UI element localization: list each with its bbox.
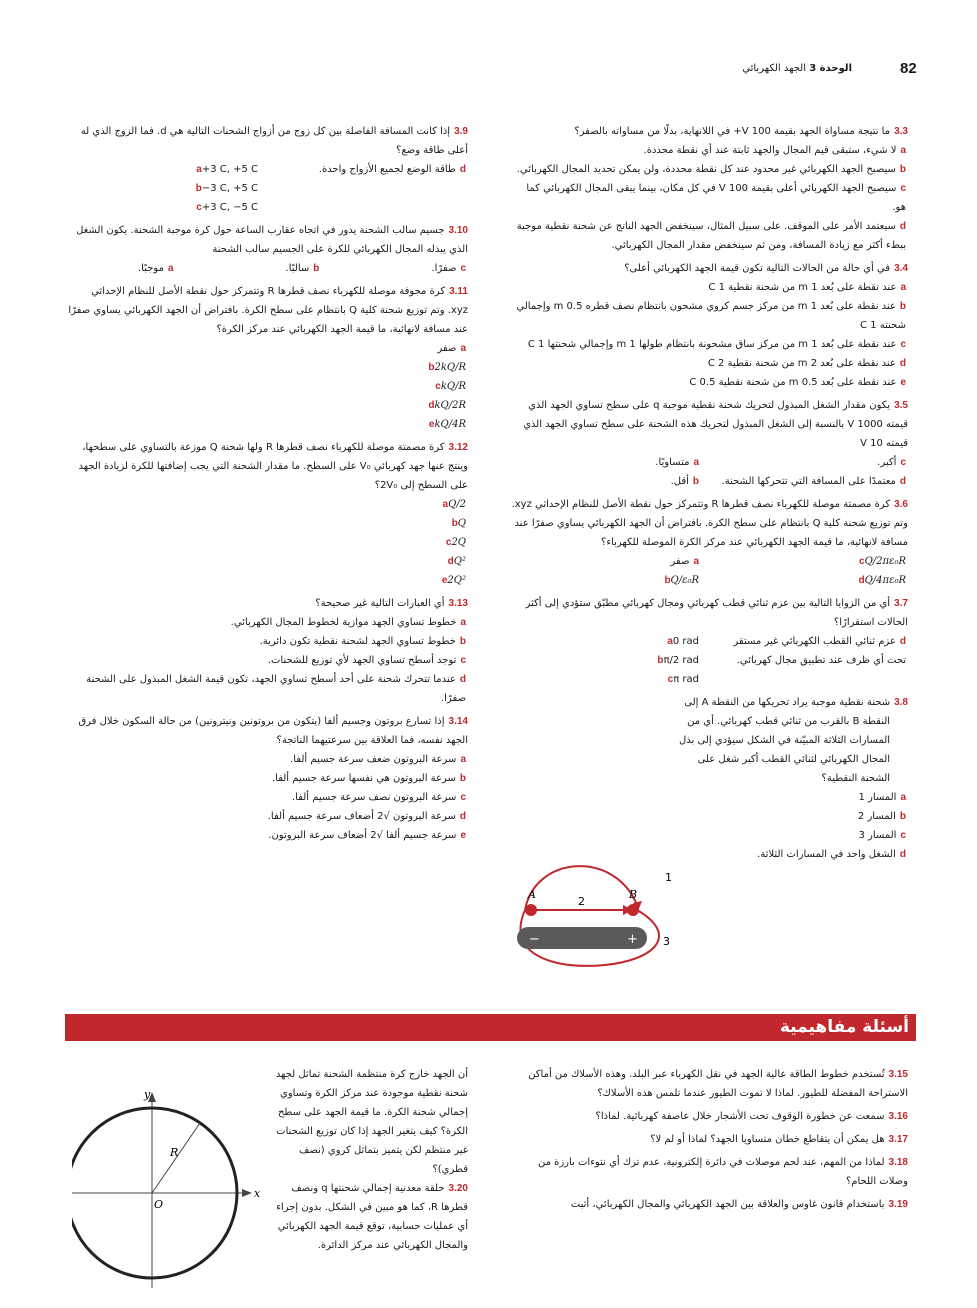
label-o: O [154, 1198, 164, 1211]
option-text: سرعة البروتون نصف سرعة جسيم ألفا. [291, 792, 457, 803]
option-text: kQ/4R [434, 419, 466, 430]
option-text: kQ/R [440, 381, 466, 392]
conceptual-right-column [510, 1065, 908, 1218]
left-column [68, 122, 468, 849]
option-text: متساويًا. [655, 457, 690, 468]
option-letter: a [900, 792, 906, 803]
question-3-20 [268, 1179, 468, 1255]
option-text: سرعة البروتون هي نفسها سرعة جسيم ألفا. [271, 773, 456, 784]
charged-ring-figure [72, 1088, 262, 1298]
question-3-3 [510, 122, 908, 255]
option-letter: c [460, 655, 466, 666]
option-text: Q/4πε₀R [864, 575, 906, 586]
question-3-16 [510, 1107, 908, 1126]
option-text: 2Q [451, 537, 466, 548]
question-number: 3.4 [894, 263, 908, 274]
question-text: سمعت عن خطورة الوقوف تحت الأشجار خلال عاصفة كهربائية. لماذا؟ [595, 1111, 885, 1122]
question-number: 3.7 [894, 598, 908, 609]
option-letter: d [899, 849, 906, 860]
option-letter: a [196, 164, 202, 175]
option-letter: a [460, 343, 466, 354]
option-text: خطوط تساوي الجهد موازية لخطوط المجال الكهربائي. [230, 617, 457, 628]
option-text: سرعة البروتون ضعف سرعة جسيم ألفا. [290, 754, 457, 765]
option-text: +3 C, +5 C [201, 164, 258, 175]
option-letter: e [460, 830, 466, 841]
option-letter: c [900, 183, 906, 194]
question-number: 3.10 [448, 225, 468, 236]
question-number: 3.16 [888, 1111, 908, 1122]
option-text: سالبًا. [285, 263, 310, 274]
option-letter: b [657, 655, 664, 666]
label-path-3: 3 [663, 935, 670, 948]
option-text: Q/2πε₀R [864, 556, 906, 567]
option-letter: b [195, 183, 202, 194]
option-text: المسار 1 [858, 792, 897, 803]
label-x: x [254, 1187, 261, 1200]
question-3-5 [510, 396, 908, 491]
option-letter: c [667, 674, 674, 685]
question-3-15 [510, 1065, 908, 1103]
question-text: حلقة معدنية إجمالي شحنتها q ونصف قطرها R، كما هو مبين في الشكل. بدون إجراء أي عمليات حسابية، توقع قيمة الجهد الكهربائي والمجال الكهربائي عند مركز الدائرة. [276, 1183, 468, 1251]
question-number: 3.9 [454, 126, 468, 137]
option-text: معتمدًا على المسافة التي تتحركها الشحنة. [721, 476, 896, 487]
option-text: سيعتمد الأمر على الموقف. على سبيل المثال، سينخفض الجهد الناتج عن شحنة نقطية موجبة ببطء أكثر مع زيادة المسافة، ومن ثم سينخفض مقدار المجال الكهربائي. [516, 221, 906, 251]
option-text: لا شيء، ستبقى قيم المجال والجهد ثابتة عند أي نقطة محددة. [643, 145, 897, 156]
option-letter: b [459, 636, 466, 647]
option-text: عندما تتحرك شحنة على أحد أسطح تساوي الجهد، تكون قيمة الشغل المبذول على الشحنة صفرًا. [86, 674, 466, 704]
question-text: باستخدام قانون غاوس والعلاقة بين الجهد الكهربائي والمجال الكهربائي، أثبت [570, 1199, 885, 1210]
question-number: 3.5 [894, 400, 908, 411]
option-text: 0 rad [672, 636, 700, 647]
label-y: y [144, 1088, 151, 1101]
label-a: A [528, 888, 536, 901]
minus-sign: − [529, 932, 540, 947]
question-3-6 [510, 495, 908, 590]
plus-sign: + [627, 932, 638, 947]
question-number: 3.14 [448, 716, 468, 727]
option-text: −3 C, +5 C [201, 183, 258, 194]
option-letter: d [899, 221, 906, 232]
question-text: ما نتيجة مساواة الجهد بقيمة 100 V+ في اللانهاية، بدلًا من مساواته بالصفر؟ [574, 126, 891, 137]
question-number: 3.11 [449, 286, 468, 297]
option-text: Q/ε₀R [670, 575, 700, 586]
point-a [525, 904, 537, 916]
question-3-11 [68, 282, 468, 434]
option-text: 2Q² [447, 575, 466, 586]
question-number: 3.6 [894, 499, 908, 510]
option-letter: a [167, 263, 174, 274]
question-text: تُستخدم خطوط الطاقة عالية الجهد في نقل الكهرباء عبر البلد. وهذه الأسلاك من أماكن الاستراحة المفضلة للطيور. لماذا لا تموت الطيور عندما تلمس هذه الأسلاك؟ [528, 1069, 908, 1099]
point-b [627, 904, 639, 916]
option-text: صفر [670, 556, 690, 567]
question-text: إذا تسارع بروتون وجسيم ألفا (يتكون من بروتونين ونيترونين) من حالة السكون خلال فرق الجهد نفسه، فما العلاقة بين سرعتيهما الناتجة؟ [78, 716, 468, 746]
option-text: Q [457, 518, 466, 529]
question-3-4 [510, 259, 908, 392]
option-text: Q² [453, 556, 466, 567]
option-text: سرعة جسيم ألفا √2 أضعاف سرعة البروتون. [268, 830, 457, 841]
option-text: سرعة البروتون √2 أضعاف سرعة جسيم ألفا. [267, 811, 456, 822]
option-letter: d [858, 575, 865, 586]
option-letter: e [441, 575, 448, 586]
unit-title: الجهد الكهربائي [742, 63, 807, 74]
option-letter: b [899, 811, 906, 822]
question-number: 3.17 [888, 1134, 908, 1145]
option-letter: a [667, 636, 673, 647]
option-text: المسار 2 [857, 811, 896, 822]
question-text: لماذا من المهم، عند لحم موصلات في دائرة إلكترونية، عدم ترك أي نتوءات بارزة من وصلات اللحام؟ [537, 1157, 908, 1187]
option-letter: c [900, 339, 906, 350]
option-letter: a [460, 617, 466, 628]
question-number: 3.18 [888, 1157, 908, 1168]
option-letter: d [459, 674, 466, 685]
question-3-7 [510, 594, 908, 689]
option-letter: d [459, 164, 466, 175]
option-text: عند نقطة على بُعد 1 m من مركز جسم كروي مشحون بانتظام نصف قطره 0.5 m وإجمالي شحنته 1 C [516, 301, 906, 331]
question-3-17 [510, 1130, 908, 1149]
label-path-1: 1 [665, 871, 672, 884]
option-letter: b [451, 518, 458, 529]
question-3-18 [510, 1153, 908, 1191]
option-letter: a [900, 282, 906, 293]
option-letter: a [693, 556, 700, 567]
option-letter: c [435, 381, 441, 392]
x-axis-arrow-icon [242, 1189, 252, 1197]
question-3-9 [68, 122, 468, 217]
option-text: عزم ثنائي القطب الكهربائي غير مستقر تحت أي ظرف عند تطبيق مجال كهربائي. [733, 636, 906, 666]
option-letter: e [428, 419, 435, 430]
label-path-2: 2 [578, 895, 585, 908]
question-text: أي من الزوايا التالية بين عزم ثنائي قطب كهربائي ومجال كهربائي مطبّق ستؤدي إلى أكثر الحالات استقرارًا؟ [525, 598, 908, 628]
option-letter: a [460, 754, 466, 765]
question-3-19-continued: أن الجهد خارج كرة منتظمة الشحنة تماثل لجهد شحنة نقطية موجودة عند مركز الكرة وتساوي إجمالي شحنة الكرة. ما قيمة الجهد على سطح الكرة؟ كيف يتغير الجهد إذا كان توزيع الشحنات غير منتظم لكن يتميز بتماثل كروي (نصف قطري)؟ [275, 1069, 468, 1175]
option-text: الشغل واحد في المسارات الثلاثة. [757, 849, 896, 860]
option-text: kQ/2R [434, 400, 466, 411]
option-letter: b [899, 164, 906, 175]
option-letter: d [447, 556, 454, 567]
option-letter: d [899, 476, 906, 487]
question-number: 3.3 [894, 126, 908, 137]
question-text: أي العبارات التالية غير صحيحة؟ [315, 598, 445, 609]
option-text: سيصبح الجهد الكهربائي غير محدود عند كل نقطة محددة، ولن يمكن تحديد المجال الكهربائي. [516, 164, 896, 175]
option-letter: e [900, 377, 906, 388]
option-text: عند نقطة على بُعد 1 m من شحنة نقطية 1 C [708, 282, 897, 293]
option-letter: d [428, 400, 435, 411]
option-letter: b [899, 301, 906, 312]
question-text: كرة مصمتة موصلة للكهرباء نصف قطرها R ولها شحنة Q موزعة بالتساوي على سطحها، وينتج عنها جهد كهربائي V₀ على السطح. ما مقدار الشحنة التي يجب إضافتها للكرة لزيادة الجهد على السطح إلى 2V₀؟ [78, 442, 468, 491]
option-letter: c [859, 556, 865, 567]
option-text: عند نقطة على بُعد 1 m من مركز ساق مشحونة بانتظام طولها 1 m وإجمالي شحنتها 1 C [527, 339, 897, 350]
option-letter: a [900, 145, 906, 156]
option-letter: b [313, 263, 320, 274]
option-letter: c [900, 830, 906, 841]
option-text: عند نقطة على بُعد 2 m من شحنة نقطية 2 C [707, 358, 896, 369]
option-text: موجبًا. [138, 263, 164, 274]
label-b: B [629, 888, 638, 901]
option-text: Q/2 [448, 499, 466, 510]
question-text: إذا كانت المسافة الفاصلة بين كل زوج من أزواج الشحنات التالية هي d. فما الزوج الذي له أعلى طاقة وضع؟ [80, 126, 468, 156]
option-letter: d [459, 811, 466, 822]
option-letter: b [459, 773, 466, 784]
right-column [510, 122, 908, 868]
unit-label: الوحدة 3 [809, 63, 852, 74]
option-letter: c [460, 792, 466, 803]
option-text: صفر [437, 343, 457, 354]
question-number: 3.8 [894, 697, 908, 708]
question-number: 3.13 [448, 598, 468, 609]
question-text: هل يمكن أن يتقاطع خطان متساويا الجهد؟ لماذا أو لم لا؟ [650, 1134, 885, 1145]
dipole-paths-figure [495, 845, 680, 970]
option-letter: c [460, 263, 466, 274]
question-3-8 [510, 693, 908, 864]
option-text: عند نقطة على بُعد 0.5 m من شحنة نقطية 0.5 C [689, 377, 897, 388]
question-number: 3.20 [448, 1183, 468, 1194]
option-letter: c [900, 457, 906, 468]
question-3-12 [68, 438, 468, 590]
option-letter: b [428, 362, 435, 373]
option-text: صفرًا. [431, 263, 457, 274]
option-text: المسار 3 [858, 830, 897, 841]
option-letter: b [692, 476, 700, 487]
option-text: خطوط تساوي الجهد لشحنة نقطية تكون دائرية. [259, 636, 456, 647]
option-letter: d [899, 358, 906, 369]
option-letter: d [899, 636, 906, 647]
option-letter: c [445, 537, 452, 548]
question-text: يكون مقدار الشغل المبذول لتحريك شحنة نقطية موجبة q على سطح تساوي الجهد الذي قيمته 1000 V بالنسبة إلى الشغل المبذول لتحريك هذه الشحنة على سطح تساوي الجهد الذي قيمته 10 V [523, 400, 908, 449]
option-text: π rad [673, 674, 700, 685]
question-text: كرة مجوفة موصلة للكهرباء نصف قطرها R وتتمركز حول نقطة الأصل للنظام الإحداثي xyz. وتم توزيع شحنة كلية Q بانتظام على سطح الكرة. بافتراض أن الجهد الكهربائي يساوي صفرًا عند مسافة لانهائية، ما قيمة الجهد الكهربائي عند مركز الكرة؟ [68, 286, 468, 335]
option-text: توجد أسطح تساوي الجهد لأي توزيع للشحنات. [267, 655, 457, 666]
option-text: +3 C, −5 C [201, 202, 258, 213]
question-text: كرة مصمتة موصلة للكهرباء نصف قطرها R وتتمركز حول نقطة الأصل للنظام الإحداثي xyz. وتم توزيع شحنة كلية Q بانتظام على سطح الكرة. بافتراض أن الجهد الكهربائي يساوي صفرًا عند مسافة لانهائية، ما قيمة الجهد الكهربائي عند مركز الكرة الموصلة للكهرباء؟ [511, 499, 908, 548]
running-header [742, 63, 852, 74]
option-text: طاقة الوضع لجميع الأزواج واحدة. [318, 164, 456, 175]
option-letter: a [442, 499, 449, 510]
option-text: π/2 rad [663, 655, 700, 666]
question-text: في أي حالة من الحالات التالية تكون قيمة الجهد الكهربائي أعلى؟ [624, 263, 891, 274]
option-text: أكبر. [877, 457, 897, 468]
question-text: شحنة نقطية موجبة يراد تحريكها من النقطة A إلى النقطة B بالقرب من ثنائي قطب كهربائي. أي من المسارات الثلاثة المبيّنة في الشكل سيؤدي إلى بذل المجال الكهربائي لثنائي القطب أكبر شغل على الشحنة النقطية؟ [679, 697, 891, 784]
option-letter: c [196, 202, 202, 213]
question-3-13 [68, 594, 468, 708]
page-number: 82 [900, 60, 917, 77]
question-text: جسيم سالب الشحنة يدور في اتجاه عقارب الساعة حول كرة موجبة الشحنة. يكون الشغل الذي يبذله المجال الكهربائي للكرة على الجسيم سالب الشحنة [76, 225, 468, 255]
option-letter: a [693, 457, 700, 468]
label-r: R [170, 1146, 179, 1159]
option-letter: b [664, 575, 671, 586]
question-number: 3.12 [448, 442, 468, 453]
question-number: 3.15 [888, 1069, 908, 1080]
question-3-10 [68, 221, 468, 278]
option-text: أقل. [670, 476, 689, 487]
option-text: 2kQ/R [434, 362, 466, 373]
question-3-14 [68, 712, 468, 845]
question-number: 3.19 [888, 1199, 908, 1210]
section-title: أسئلة مفاهيمية [779, 1017, 909, 1037]
question-3-19 [510, 1195, 908, 1214]
option-text: سيصبح الجهد الكهربائي أعلى بقيمة 100 V في كل مكان، بينما يبقى المجال الكهربائي كما هو. [526, 183, 906, 213]
